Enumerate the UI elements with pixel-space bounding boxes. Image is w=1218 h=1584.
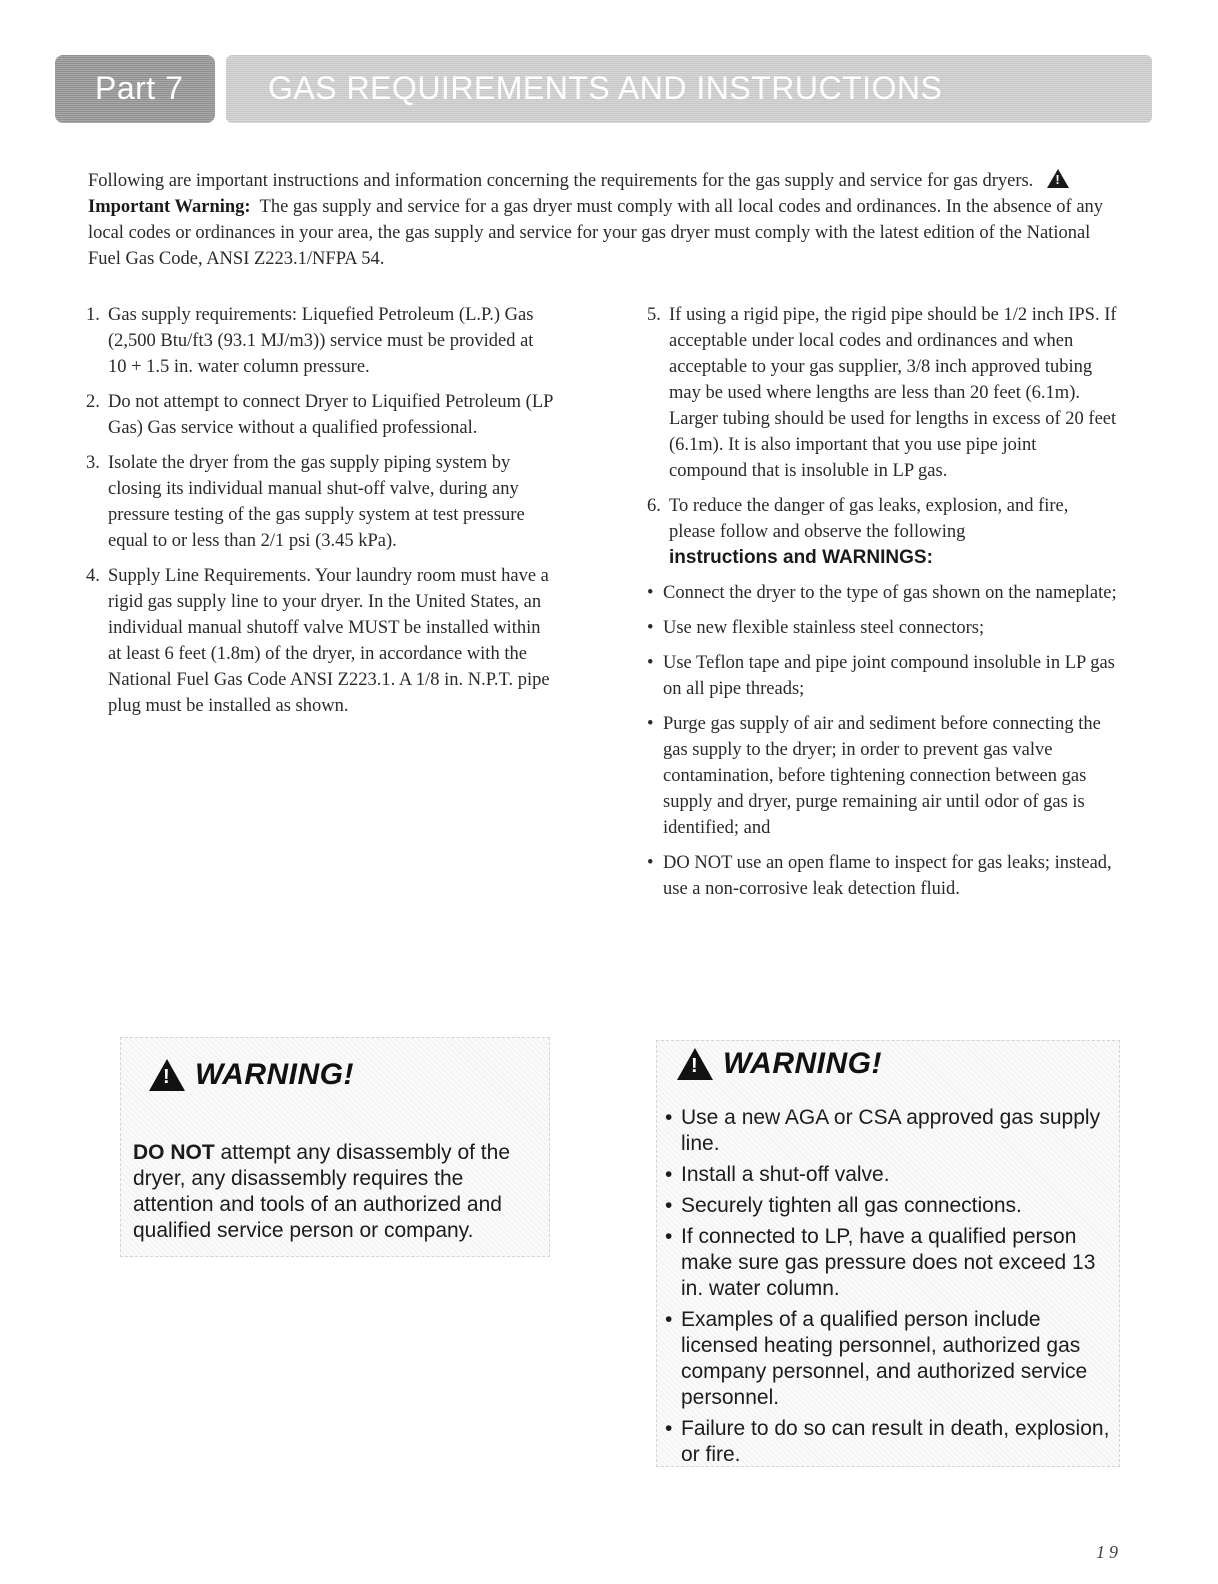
left-column xyxy=(86,302,556,728)
warning-item: • If connected to LP, have a qualified person make sure gas pressure does not exceed 13 in. water column. xyxy=(665,1225,1096,1300)
bullet-item: • Connect the dryer to the type of gas shown on the nameplate; xyxy=(647,583,1117,603)
instructions-heading: instructions and WARNINGS: xyxy=(669,547,933,568)
important-warning-label: Important Warning: xyxy=(88,197,251,217)
warning-title: WARNING! xyxy=(195,1058,354,1091)
warning-list xyxy=(665,1105,1111,1473)
numbered-item: 3. Isolate the dryer from the gas supply piping system by closing its individual manual shut-off valve, during any pressure testing of the gas supply system at test pressure equal to or less than 2/1 psi (3.45 kPa). xyxy=(86,453,525,551)
gas-warning-box xyxy=(656,1040,1120,1467)
warning-item: • Install a shut-off valve. xyxy=(665,1163,890,1186)
bullet-item: • Use new flexible stainless steel connectors; xyxy=(647,618,985,638)
warning-item: • Securely tighten all gas connections. xyxy=(665,1194,1022,1217)
bullet-item: • Purge gas supply of air and sediment before connecting the gas supply to the dryer; in order to prevent gas valve contamination, before tightening connection between gas supply and dryer, purge remaining air until odor of gas is identified; and xyxy=(647,714,1101,838)
section-title-banner xyxy=(226,55,1152,123)
right-column xyxy=(647,302,1117,911)
numbered-item: 6. To reduce the danger of gas leaks, explosion, and fire, please follow and observe the following instructions and WARNINGS: xyxy=(647,496,1069,568)
intro-text-2: The gas supply and service for a gas dryer must comply with all local codes and ordinances. In the absence of any local codes or ordinances in your area, the gas supply and service for your gas dryer must comply with the latest edition of the National Fuel Gas Code, ANSI Z223.1/NFPA 54. xyxy=(88,197,1104,269)
warning-title: WARNING! xyxy=(723,1047,882,1080)
numbered-item: 4. Supply Line Requirements. Your laundry room must have a rigid gas supply line to your dryer. In the United States, an individual manual shutoff valve MUST be installed within at least 6 feet (1.8m) of the dryer, in accordance with the National Fuel Gas Code ANSI Z223.1. A 1/8 in. N.P.T. pipe plug must be installed as shown. xyxy=(86,566,550,716)
warning-item: • Examples of a qualified person include licensed heating personnel, authorized gas company personnel, and authorized service personnel. xyxy=(665,1308,1088,1409)
part-label: Part 7 xyxy=(95,70,184,106)
warning-body xyxy=(133,1140,537,1244)
disassembly-warning-box xyxy=(120,1037,550,1257)
numbered-item: 5. If using a rigid pipe, the rigid pipe should be 1/2 inch IPS. If acceptable under local codes and ordinances and when acceptable to your gas supplier, 3/8 inch approved tubing may be used where lengths are less than 20 feet (6.1m). Larger tubing should be used for lengths in excess of 20 feet (6.1m). It is also important that you use pipe joint compound that is insoluble in LP gas. xyxy=(647,305,1117,481)
bullet-item: • Use Teflon tape and pipe joint compound insoluble in LP gas on all pipe threads; xyxy=(647,653,1115,699)
numbered-item: 1. Gas supply requirements: Liquefied Petroleum (L.P.) Gas (2,500 Btu/ft3 (93.1 MJ/m3)) service must be provided at 10 + 1.5 in. water column pressure. xyxy=(86,305,534,377)
warning-text: attempt any disassembly of the dryer, any disassembly requires the attention and tools of an authorized and qualified service person or company. xyxy=(133,1141,510,1242)
warning-item: • Failure to do so can result in death, explosion, or fire. xyxy=(665,1417,1110,1466)
bullet-item: • DO NOT use an open flame to inspect for gas leaks; instead, use a non-corrosive leak detection fluid. xyxy=(647,853,1112,899)
intro-text-1: Following are important instructions and information concerning the requirements for the gas supply and service for gas dryers. xyxy=(88,171,1034,191)
warning-triangle-icon xyxy=(1047,169,1069,188)
warning-triangle-icon: ! xyxy=(149,1059,185,1091)
numbered-item: 2. Do not attempt to connect Dryer to Liquified Petroleum (LP Gas) Gas service without a qualified professional. xyxy=(86,392,553,438)
page-title: GAS REQUIREMENTS AND INSTRUCTIONS xyxy=(268,70,943,106)
warning-header xyxy=(149,1058,354,1092)
intro-paragraph xyxy=(88,168,1123,272)
warning-header xyxy=(677,1047,882,1081)
part-number-banner xyxy=(55,55,215,123)
page-number: 19 xyxy=(1096,1542,1122,1562)
warning-triangle-icon: ! xyxy=(677,1048,713,1080)
do-not-label: DO NOT xyxy=(133,1141,215,1164)
warning-item: • Use a new AGA or CSA approved gas supply line. xyxy=(665,1106,1101,1155)
